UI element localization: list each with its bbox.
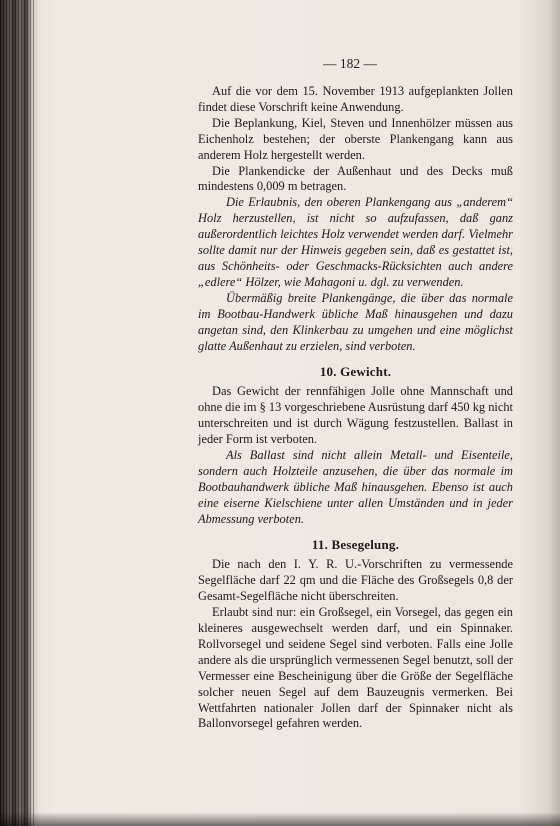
page-body (198, 84, 513, 732)
section-heading-10: 10. Gewicht. (319, 364, 392, 380)
bottom-shadow (0, 812, 560, 826)
italic-note-1: Die Erlaubnis, den oberen Plankengang aus „anderem“ Holz herzustellen, ist nicht so aufzufassen, daß ganz außerordentlich leichtes Holz verwendet werden darf. Vielmehr sollte damit nur der Hinweis gegeben sein, daß es gestattet ist, aus Schönheits- oder Geschmacks-Rücksichten auch andere „edlere“ Hölzer, wie Mahagoni u. dgl. zu verwenden. (198, 195, 513, 289)
section-10-italic-note: Als Ballast sind nicht allein Metall- und Eisenteile, sondern auch Holzteile anzusehen, die über das normale im Bootbauhandwerk übliche Maß hinausgehen. Ebenso ist auch eine eiserne Kielschiene unter allen Umständen und in jeder Abmessung verboten. (198, 447, 513, 526)
section-11-paragraph-2: Erlaubt sind nur: ein Großsegel, ein Vorsegel, das gegen ein kleineres ausgewechselt werden darf, und ein Spinnaker. Rollvorsegel und seidene Segel sind verboten. Falls eine Jolle andere als die ursprünglich vermessenen Segel benutzt, soll der Vermesser eine Bescheinigung über die Größe der Segelfläche solcher neuen Segel auf dem Bauzeugnis vermerken. Bei Wettfahrten nationaler Jollen darf der Spinnaker nicht als Ballonvorsegel gefahren werden. (198, 605, 513, 731)
page-number: — 182 — (323, 56, 377, 71)
paragraph-1: Auf die vor dem 15. November 1913 aufgeplankten Jollen findet diese Vorschrift keine Anwendung. (198, 84, 513, 114)
section-11-paragraph-1: Die nach den I. Y. R. U.-Vorschriften zu vermessende Segelfläche darf 22 qm und die Fläche des Großsegels 0,8 der Gesamt-Segelfläche nicht überschreiten. (198, 557, 513, 604)
italic-note-2: Übermäßig breite Plankengänge, die über das normale im Bootbau-Handwerk übliche Maß hinausgehen und dazu angetan sind, den Klinkerbau zu umgehen und eine möglichst glatte Außenhaut zu erzielen, sind verboten. (198, 290, 513, 353)
section-10-paragraph: Das Gewicht der rennfähigen Jolle ohne Mannschaft und ohne die im § 13 vorgeschriebene Ausrüstung darf 450 kg nicht unterschreiten und ist durch Wägung festzustellen. Ballast in jeder Form ist verboten. (198, 384, 513, 447)
paragraph-2: Die Beplankung, Kiel, Steven und Innenhölzer müssen aus Eichenholz bestehen; der oberste Plankengang kann aus anderem Holz hergestellt werden. (198, 115, 513, 162)
paragraph-3: Die Plankendicke der Außenhaut und des Decks muß mindestens 0,009 m betragen. (198, 163, 513, 194)
section-heading-11: 11. Besegelung. (311, 537, 400, 553)
page-edges-decoration (0, 0, 36, 826)
